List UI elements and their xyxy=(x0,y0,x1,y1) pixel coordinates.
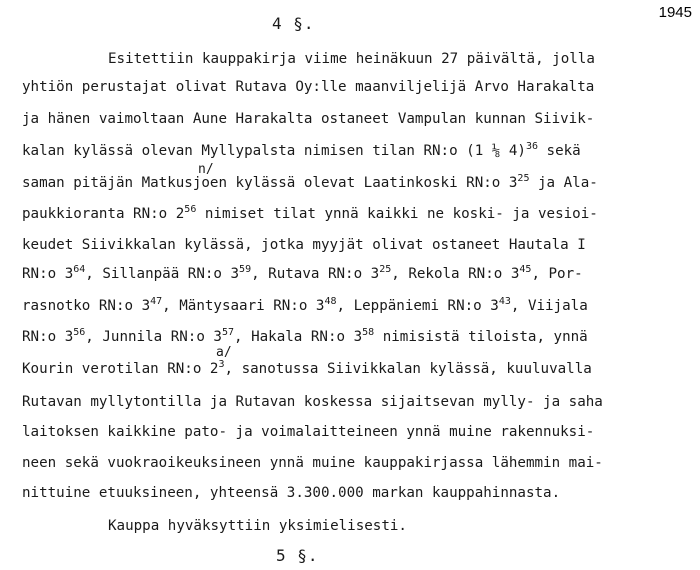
text-segment: , Leppäniemi RN:o 3 xyxy=(336,298,499,314)
text-segment: Kauppa hyväksyttiin yksimielisesti. xyxy=(108,518,407,534)
text-line xyxy=(22,205,598,223)
text-segment: ja hänen vaimoltaan Aune Harakalta ostaneet Vampulan kunnan Siivik- xyxy=(22,111,595,127)
page-number: 1945 xyxy=(658,4,692,21)
text-line xyxy=(22,328,588,346)
text-segment: laitoksen kaikkine pato- ja voimalaitteineen ynnä muine rakennuksi- xyxy=(22,424,595,440)
text-segment: , Rutava RN:o 3 xyxy=(251,266,380,282)
handwritten-mark-n: n/ xyxy=(198,162,214,177)
superscript: 48 xyxy=(324,296,337,307)
text-line xyxy=(22,78,594,96)
text-segment: , Mäntysaari RN:o 3 xyxy=(162,298,325,314)
text-segment: Esitettiin kauppakirja viime heinäkuun 27 päivältä, jolla xyxy=(108,51,595,67)
text-segment: keudet Siivikkalan kylässä, jotka myyjät olivat ostaneet Hautala I xyxy=(22,237,586,253)
text-segment: Kourin verotilan RN:o 2 xyxy=(22,361,219,377)
text-segment: , Rekola RN:o 3 xyxy=(391,266,520,282)
superscript: 56 xyxy=(73,327,86,338)
text-segment: sekä xyxy=(538,143,581,159)
text-segment: ja Ala- xyxy=(529,175,598,191)
section-heading-4: 4 §. xyxy=(272,14,315,33)
text-segment: kalan kylässä olevan Myllypalsta nimisen tilan RN:o (1 ⅛ 4) xyxy=(22,143,526,159)
text-line xyxy=(22,174,598,192)
text-line xyxy=(22,484,560,502)
superscript: 58 xyxy=(362,327,375,338)
text-segment: , Sillanpää RN:o 3 xyxy=(85,266,240,282)
text-segment: nimiset tilat ynnä kaikki ne koski- ja vesioi- xyxy=(196,206,598,222)
text-line xyxy=(22,110,594,128)
superscript: 25 xyxy=(517,173,530,184)
text-line xyxy=(108,50,595,68)
section-heading-5: 5 §. xyxy=(276,546,319,565)
superscript: 36 xyxy=(525,141,539,152)
text-segment: Rutavan myllytontilla ja Rutavan koskessa sijaitsevan mylly- ja saha xyxy=(22,394,603,410)
text-line xyxy=(22,265,583,283)
text-line xyxy=(22,142,581,160)
superscript: 45 xyxy=(519,264,532,275)
text-line xyxy=(22,360,592,378)
superscript: 25 xyxy=(379,264,392,275)
text-line xyxy=(22,297,588,315)
text-segment: saman pitäjän Matkusjoen kylässä olevat Laatinkoski RN:o 3 xyxy=(22,175,518,191)
text-segment: RN:o 3 xyxy=(22,266,74,282)
superscript: 59 xyxy=(239,264,252,275)
superscript: 47 xyxy=(150,296,163,307)
superscript: 64 xyxy=(73,264,86,275)
superscript: 43 xyxy=(498,296,511,307)
text-segment: yhtiön perustajat olivat Rutava Oy:lle maanviljelijä Arvo Harakalta xyxy=(22,79,595,95)
text-segment: , sanotussa Siivikkalan kylässä, kuuluvalla xyxy=(224,361,592,377)
superscript: 3 xyxy=(218,359,225,370)
text-segment: , Hakala RN:o 3 xyxy=(234,329,363,345)
text-segment: paukkioranta RN:o 2 xyxy=(22,206,185,222)
text-segment: , Junnila RN:o 3 xyxy=(85,329,222,345)
handwritten-mark-a: a/ xyxy=(216,345,232,360)
text-segment: RN:o 3 xyxy=(22,329,74,345)
text-segment: rasnotko RN:o 3 xyxy=(22,298,151,314)
superscript: 57 xyxy=(221,327,235,338)
text-line xyxy=(22,393,603,411)
text-line xyxy=(22,236,586,254)
text-segment: neen sekä vuokraoikeuksineen ynnä muine kauppakirjassa lähemmin mai- xyxy=(22,455,603,471)
text-line xyxy=(22,454,603,472)
superscript: 56 xyxy=(184,204,197,215)
text-segment: , Viijala xyxy=(510,298,588,314)
text-segment: , Por- xyxy=(531,266,583,282)
text-segment: nittuine etuuksineen, yhteensä 3.300.000 markan kauppahinnasta. xyxy=(22,485,561,501)
text-line xyxy=(108,517,407,535)
text-line xyxy=(22,423,594,441)
text-segment: nimisistä tiloista, ynnä xyxy=(374,329,588,345)
